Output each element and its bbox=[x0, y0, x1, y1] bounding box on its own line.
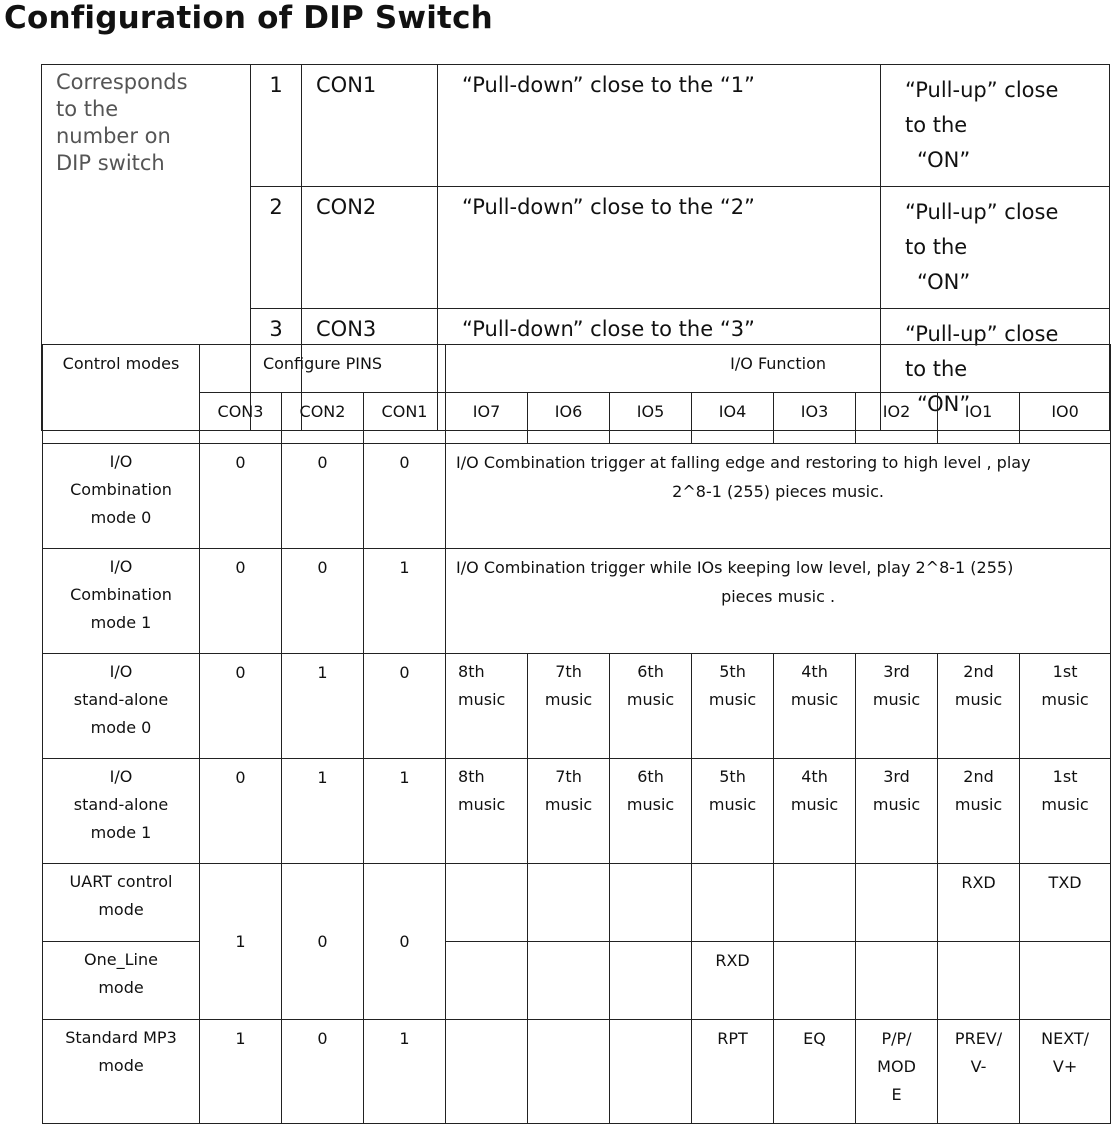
mode-line: I/O bbox=[109, 452, 133, 471]
table-row bbox=[43, 759, 1111, 864]
header-io: IO1 bbox=[938, 393, 1020, 444]
pin-value: 0 bbox=[282, 864, 364, 1020]
pin-value: 1 bbox=[364, 1020, 446, 1124]
mode-name bbox=[43, 549, 200, 654]
mode-line: Standard MP3 bbox=[65, 1028, 177, 1047]
pin-value: 0 bbox=[200, 444, 282, 549]
mode-name bbox=[43, 1020, 200, 1124]
music-cell: 5th music bbox=[692, 759, 774, 864]
dip-label-line: number on bbox=[56, 124, 171, 148]
music-cell: 5th music bbox=[692, 654, 774, 759]
io-cell: RXD bbox=[692, 942, 774, 1020]
io-cell bbox=[610, 864, 692, 942]
mode-line: I/O bbox=[109, 767, 133, 786]
table-row bbox=[43, 444, 1111, 549]
table-row bbox=[43, 345, 1111, 393]
mode-line: UART control bbox=[69, 872, 173, 891]
mode-name bbox=[43, 864, 200, 942]
description-line: 2^8-1 (255) pieces music. bbox=[672, 482, 884, 501]
con-name: CON1 bbox=[302, 65, 438, 187]
pin-value: 0 bbox=[282, 1020, 364, 1124]
pin-value: 0 bbox=[364, 444, 446, 549]
header-configure-pins: Configure PINS bbox=[200, 345, 446, 393]
header-io: IO4 bbox=[692, 393, 774, 444]
pull-down-text: “Pull-down” close to the “1” bbox=[438, 65, 881, 187]
pin-value: 1 bbox=[200, 864, 282, 1020]
table-row bbox=[43, 1020, 1111, 1124]
music-cell: 1st music bbox=[1020, 759, 1111, 864]
pull-down-text: “Pull-down” close to the “3” bbox=[438, 309, 881, 431]
io-cell bbox=[446, 942, 528, 1020]
table-row bbox=[42, 65, 1110, 187]
switch-number: 2 bbox=[251, 187, 302, 309]
pin-value: 1 bbox=[364, 549, 446, 654]
mode-line: Combination bbox=[70, 480, 172, 499]
pin-value: 1 bbox=[364, 759, 446, 864]
table-row bbox=[43, 654, 1111, 759]
io-cell bbox=[856, 864, 938, 942]
io-cell bbox=[938, 942, 1020, 1020]
mode-line: Combination bbox=[70, 585, 172, 604]
con-name: CON3 bbox=[302, 309, 438, 431]
control-modes-table bbox=[42, 344, 1111, 1124]
header-io: IO7 bbox=[446, 393, 528, 444]
pull-up-on: “ON” bbox=[917, 392, 971, 416]
description-line: I/O Combination trigger at falling edge and restoring to high level , play bbox=[456, 453, 1031, 472]
mode-description bbox=[446, 549, 1111, 654]
pull-up-text: “Pull-up” close to the bbox=[905, 78, 1059, 137]
mode-description bbox=[446, 444, 1111, 549]
mode-name bbox=[43, 654, 200, 759]
header-pin: CON2 bbox=[282, 393, 364, 444]
io-cell: RPT bbox=[692, 1020, 774, 1124]
io-cell: RXD bbox=[938, 864, 1020, 942]
music-cell: 7th music bbox=[528, 759, 610, 864]
mode-line: mode 1 bbox=[90, 823, 152, 842]
pull-up-cell bbox=[881, 65, 1110, 187]
pin-value: 1 bbox=[282, 654, 364, 759]
header-io: IO3 bbox=[774, 393, 856, 444]
table-row bbox=[43, 864, 1111, 942]
music-cell: 8th music bbox=[446, 654, 528, 759]
mode-line: mode bbox=[98, 978, 144, 997]
mode-name bbox=[43, 942, 200, 1020]
pin-value: 1 bbox=[200, 1020, 282, 1124]
table-row bbox=[43, 549, 1111, 654]
music-cell: 7th music bbox=[528, 654, 610, 759]
pin-value: 0 bbox=[200, 759, 282, 864]
switch-number: 3 bbox=[251, 309, 302, 431]
pull-up-text: “Pull-up” close to the bbox=[905, 322, 1059, 381]
mode-name bbox=[43, 759, 200, 864]
pin-value: 0 bbox=[200, 654, 282, 759]
io-cell: P/P/ MOD E bbox=[856, 1020, 938, 1124]
header-io: IO6 bbox=[528, 393, 610, 444]
header-pin: CON1 bbox=[364, 393, 446, 444]
io-cell bbox=[446, 1020, 528, 1124]
dip-label-line: Corresponds bbox=[56, 70, 188, 94]
mode-line: mode 0 bbox=[90, 508, 152, 527]
table-row bbox=[43, 393, 1111, 444]
io-cell bbox=[692, 864, 774, 942]
pull-up-cell bbox=[881, 187, 1110, 309]
music-cell: 2nd music bbox=[938, 759, 1020, 864]
pin-value: 0 bbox=[200, 549, 282, 654]
music-cell: 4th music bbox=[774, 759, 856, 864]
switch-number: 1 bbox=[251, 65, 302, 187]
io-cell: TXD bbox=[1020, 864, 1111, 942]
io-cell: EQ bbox=[774, 1020, 856, 1124]
music-cell: 2nd music bbox=[938, 654, 1020, 759]
pin-value: 0 bbox=[282, 444, 364, 549]
music-cell: 4th music bbox=[774, 654, 856, 759]
music-cell: 6th music bbox=[610, 654, 692, 759]
header-control-modes: Control modes bbox=[43, 345, 200, 444]
mode-line: mode bbox=[98, 1056, 144, 1075]
music-cell: 6th music bbox=[610, 759, 692, 864]
dip-label-line: DIP switch bbox=[56, 151, 165, 175]
description-line: I/O Combination trigger while IOs keeping low level, play 2^8-1 (255) bbox=[456, 558, 1014, 577]
io-cell bbox=[528, 1020, 610, 1124]
io-cell bbox=[528, 864, 610, 942]
io-cell bbox=[610, 942, 692, 1020]
pin-value: 1 bbox=[282, 759, 364, 864]
con-name: CON2 bbox=[302, 187, 438, 309]
mode-line: mode bbox=[98, 900, 144, 919]
mode-line: One_Line bbox=[84, 950, 158, 969]
dip-label-line: to the bbox=[56, 97, 119, 121]
pin-value: 0 bbox=[364, 864, 446, 1020]
mode-line: I/O bbox=[109, 662, 133, 681]
io-cell bbox=[446, 864, 528, 942]
mode-name bbox=[43, 444, 200, 549]
mode-line: mode 0 bbox=[90, 718, 152, 737]
music-cell: 3rd music bbox=[856, 654, 938, 759]
header-io: IO5 bbox=[610, 393, 692, 444]
header-pin: CON3 bbox=[200, 393, 282, 444]
pin-value: 0 bbox=[282, 549, 364, 654]
io-cell: NEXT/ V+ bbox=[1020, 1020, 1111, 1124]
mode-line: I/O bbox=[109, 557, 133, 576]
io-cell bbox=[528, 942, 610, 1020]
io-cell: PREV/ V- bbox=[938, 1020, 1020, 1124]
pull-up-on: “ON” bbox=[917, 270, 971, 294]
io-cell bbox=[856, 942, 938, 1020]
mode-line: stand-alone bbox=[73, 795, 169, 814]
io-cell bbox=[1020, 942, 1111, 1020]
pull-up-text: “Pull-up” close to the bbox=[905, 200, 1059, 259]
page-title: Configuration of DIP Switch bbox=[4, 0, 493, 36]
io-cell bbox=[774, 864, 856, 942]
mode-line: stand-alone bbox=[73, 690, 169, 709]
music-cell: 3rd music bbox=[856, 759, 938, 864]
pull-down-text: “Pull-down” close to the “2” bbox=[438, 187, 881, 309]
header-io-function: I/O Function bbox=[446, 345, 1111, 393]
pull-up-on: “ON” bbox=[917, 148, 971, 172]
io-cell bbox=[774, 942, 856, 1020]
pin-value: 0 bbox=[364, 654, 446, 759]
header-io: IO0 bbox=[1020, 393, 1111, 444]
music-cell: 8th music bbox=[446, 759, 528, 864]
io-cell bbox=[610, 1020, 692, 1124]
mode-line: mode 1 bbox=[90, 613, 152, 632]
header-io: IO2 bbox=[856, 393, 938, 444]
description-line: pieces music . bbox=[721, 587, 836, 606]
music-cell: 1st music bbox=[1020, 654, 1111, 759]
